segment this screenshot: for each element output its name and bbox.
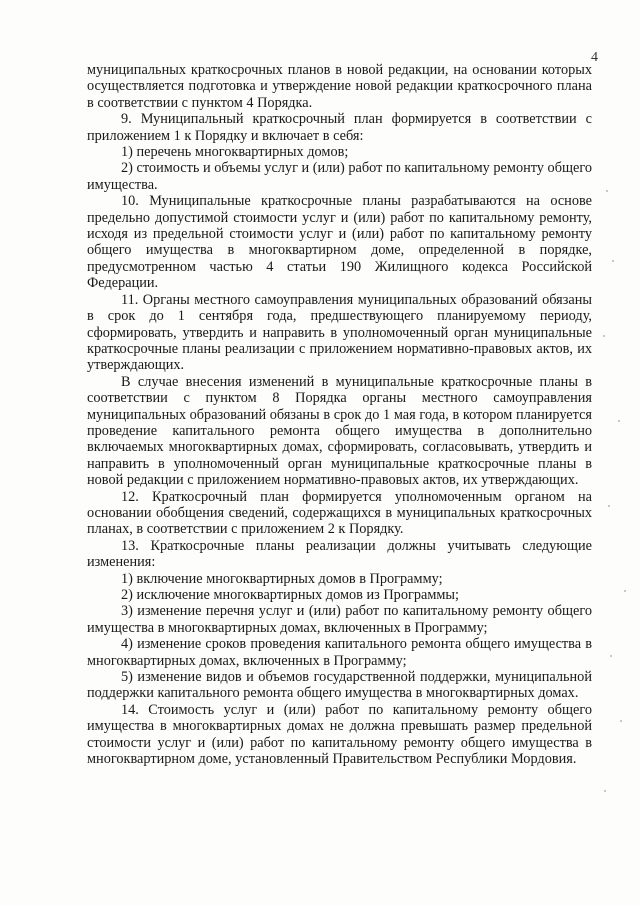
document-body	[87, 62, 592, 767]
paragraph-14: 14. Стоимость услуг и (или) работ по капитальному ремонту общего имущества в многоквартирных домах не должна превышать размер предельной стоимости услуг и (или) работ по капитальному ремонту общего имущества в многоквартирном доме, установленный Правительством Республики Мордовия.	[87, 701, 592, 768]
paragraph-12: 12. Краткосрочный план формируется уполномоченным органом на основании обобщения сведений, содержащихся в муниципальных краткосрочных планах, в соответствии с приложением 2 к Порядку.	[87, 488, 592, 538]
paragraph-11: 11. Органы местного самоуправления муниципальных образований обязаны в срок до 1 сентября года, предшествующего планируемому периоду, сформировать, утвердить и направить в уполномоченный орган муниципальные краткосрочные планы реализации с приложением нормативно-правовых актов, их утверждающих.	[87, 291, 592, 374]
list-item: 2) стоимость и объемы услуг и (или) работ по капитальному ремонту общего имущества.	[87, 160, 592, 193]
list-item: 3) изменение перечня услуг и (или) работ по капитальному ремонту общего имущества в многоквартирных домах, включенных в Программу;	[87, 603, 592, 636]
paragraph-10: 10. Муниципальные краткосрочные планы разрабатываются на основе предельно допустимой стоимости услуг и (или) работ по капитальному ремонту, исходя из предельной стоимости услуг и (или) работ по капитальному ремонту общего имущества в многоквартирном доме, определенной в порядке, предусмотренном частью 4 статьи 190 Жилищного кодекса Российской Федерации.	[87, 193, 592, 292]
list-item: 2) исключение многоквартирных домов из Программы;	[121, 587, 459, 603]
list-item: 1) включение многоквартирных домов в Программу;	[121, 570, 443, 587]
list-item: 4) изменение сроков проведения капитального ремонта общего имущества в многоквартирных домах, включенных в Программу;	[87, 636, 592, 669]
paragraph-13: 13. Краткосрочные планы реализации должны учитывать следующие изменения:	[87, 537, 592, 571]
list-item: 1) перечень многоквартирных домов;	[121, 144, 349, 161]
paragraph-11-amendments: В случае внесения изменений в муниципальные краткосрочные планы в соответствии с пунктом 8 Порядка органы местного самоуправления муниципальных образований обязаны в срок до 1 мая года, в котором планируется проведение капитального ремонта общего имущества в дополнительно включаемых многоквартирных домах, сформировать, согласовывать, утвердить и направить в уполномоченный орган муниципальные краткосрочные планы в новой редакции с приложением нормативно-правовых актов, их утверждающих.	[87, 373, 592, 489]
page-number: 4	[591, 50, 598, 65]
paragraph-9: 9. Муниципальный краткосрочный план формируется в соответствии с приложением 1 к Порядку и включает в себя:	[87, 111, 592, 144]
list-item: 5) изменение видов и объемов государственной поддержки, муниципальной поддержки капитального ремонта общего имущества в многоквартирных домах.	[87, 669, 592, 702]
paragraph-continuation: муниципальных краткосрочных планов в новой редакции, на основании которых осуществляется подготовка и утверждение новой редакции краткосрочного плана в соответствии с пунктом 4 Порядка.	[87, 62, 592, 111]
